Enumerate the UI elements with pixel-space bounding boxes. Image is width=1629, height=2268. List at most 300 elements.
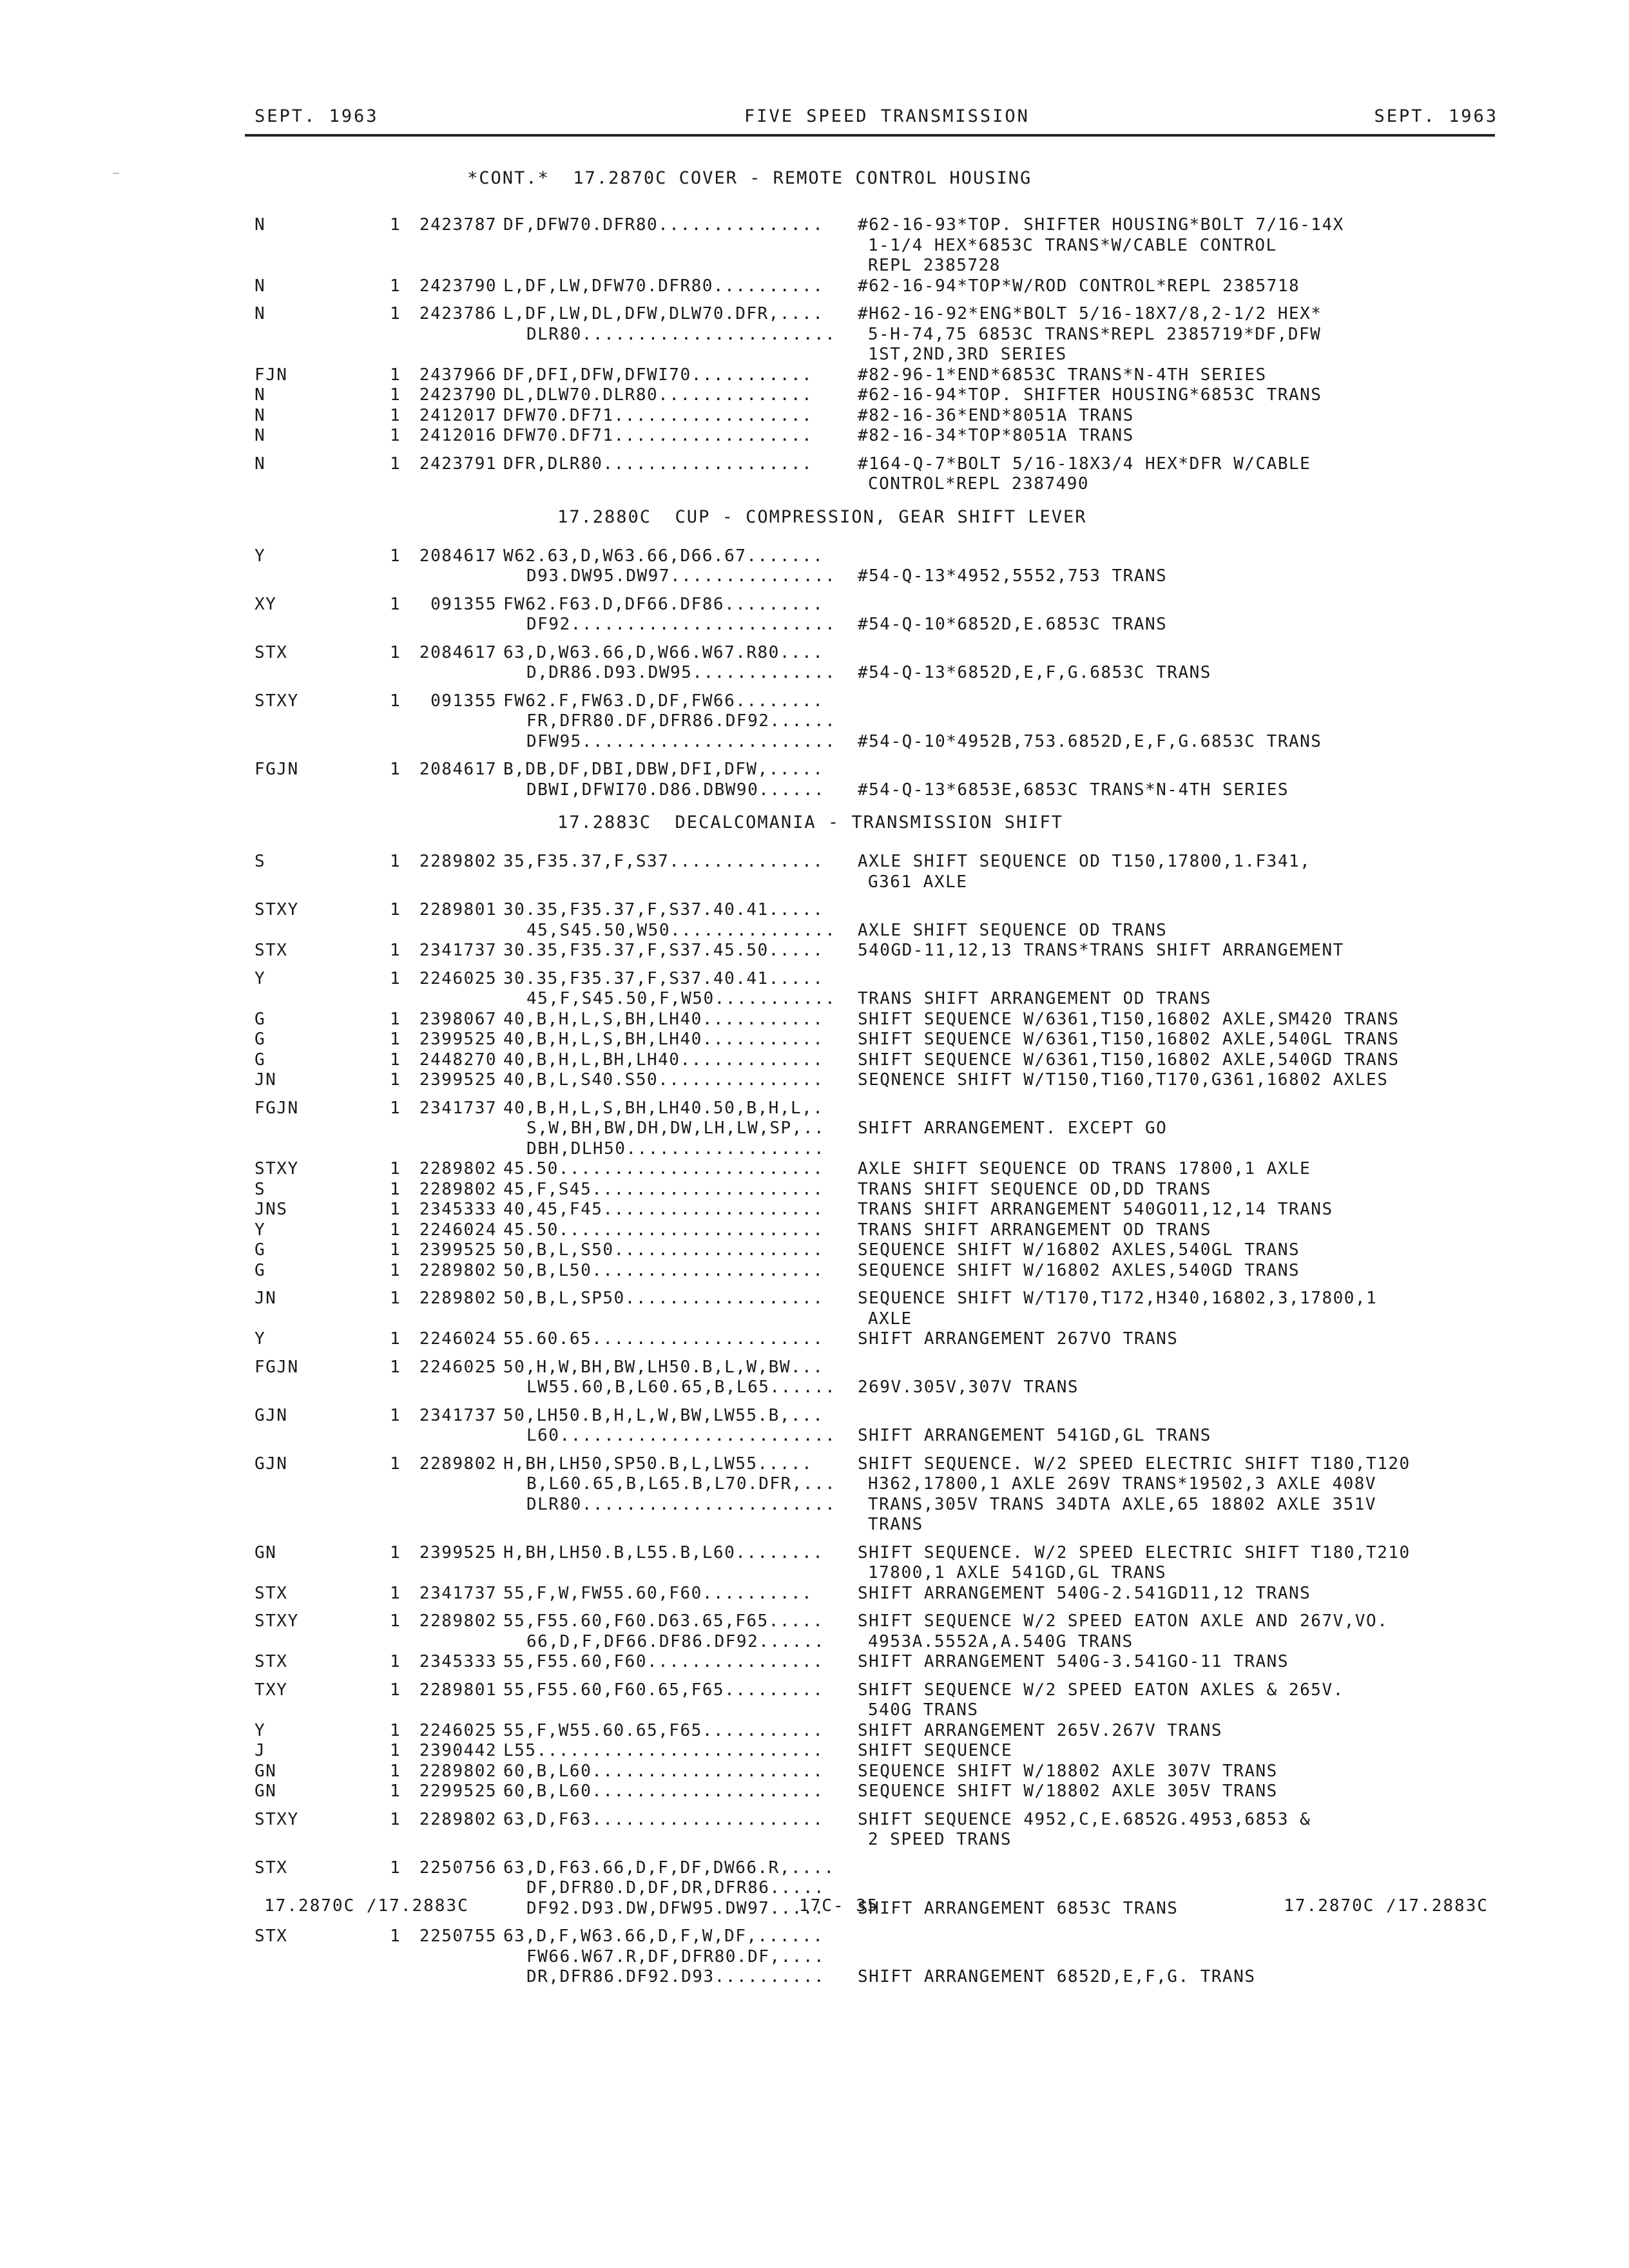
model-list bbox=[503, 1030, 858, 1050]
parts-entry bbox=[255, 546, 1498, 587]
description-line: SHIFT ARRANGEMENT 6852D,E,F,G. TRANS bbox=[858, 1967, 1256, 1986]
description-line: SEQNENCE SHIFT W/T150,T160,T170,G361,16802 AXLES bbox=[858, 1070, 1389, 1090]
page-number: 17C- 35 bbox=[799, 1896, 879, 1916]
model-list bbox=[503, 1070, 858, 1091]
part-description bbox=[858, 1680, 1476, 1721]
quantity: 1 bbox=[390, 1050, 401, 1070]
model-line: 55,F,W,FW55.60,F60.......... bbox=[503, 1583, 813, 1603]
model-list bbox=[503, 852, 858, 872]
parts-entry bbox=[255, 1762, 1498, 1782]
model-list bbox=[503, 1289, 858, 1309]
series-code: Y bbox=[255, 1329, 266, 1349]
series-code: N bbox=[255, 304, 266, 323]
description-line: H362,17800,1 AXLE 269V TRANS*19502,3 AXLE 408V bbox=[868, 1474, 1377, 1494]
part-description bbox=[858, 1358, 1476, 1398]
model-line: 40,45,F45.................... bbox=[503, 1200, 824, 1219]
part-description bbox=[858, 385, 1476, 406]
model-list bbox=[503, 1200, 858, 1220]
model-line: 50,H,W,BH,BW,LH50.B,L,W,BW... bbox=[503, 1357, 824, 1377]
model-line: 50,B,L,S50................... bbox=[503, 1240, 824, 1260]
model-line: 63,D,W63.66,D,W66.W67.R80.... bbox=[503, 642, 824, 662]
series-code: Y bbox=[255, 546, 266, 566]
description-line: #62-16-93*TOP. SHIFTER HOUSING*BOLT 7/16-14X bbox=[858, 215, 1344, 235]
part-description bbox=[858, 454, 1476, 495]
part-description bbox=[858, 691, 1476, 753]
part-description bbox=[858, 1741, 1476, 1762]
quantity: 1 bbox=[390, 1070, 401, 1090]
part-number: 2289802 bbox=[419, 1260, 497, 1280]
model-line: 30.35,F35.37,F,S37.40.41..... bbox=[503, 968, 824, 988]
description-line: 269V.305V,307V TRANS bbox=[858, 1378, 1079, 1397]
series-code: GN bbox=[255, 1542, 277, 1562]
model-line: DBWI,DFWI70.D86.DBW90...... bbox=[526, 780, 825, 800]
quantity: 1 bbox=[390, 1159, 401, 1178]
description-line: TRANS SHIFT SEQUENCE OD,DD TRANS bbox=[858, 1179, 1211, 1199]
parts-entry bbox=[255, 1099, 1498, 1160]
part-number: 2423791 bbox=[419, 454, 497, 474]
description-line: SHIFT ARRANGEMENT 267VO TRANS bbox=[858, 1329, 1179, 1349]
section-title: 17.2883C DECALCOMANIA - TRANSMISSION SHIFT bbox=[557, 812, 1063, 832]
quantity: 1 bbox=[390, 1741, 401, 1760]
model-line: D93.DW95.DW97............... bbox=[526, 566, 836, 586]
model-list bbox=[503, 1721, 858, 1742]
quantity: 1 bbox=[390, 968, 401, 988]
parts-entry bbox=[255, 276, 1498, 297]
part-description bbox=[858, 852, 1476, 892]
description-line: TRANS SHIFT ARRANGEMENT 540GO11,12,14 TRANS bbox=[858, 1200, 1333, 1219]
model-line: 45,S45.50,W50............... bbox=[526, 920, 836, 940]
model-line: DF,DFR80.D,DF,DR,DFR86..... bbox=[526, 1878, 825, 1898]
description-line: 4953A.5552A,A.540G TRANS bbox=[868, 1631, 1133, 1651]
model-line: 40,B,L,S40.S50............... bbox=[503, 1070, 824, 1090]
series-code: STX bbox=[255, 1927, 288, 1946]
part-number: 2246024 bbox=[419, 1329, 497, 1349]
part-number: 2084617 bbox=[419, 546, 497, 566]
model-list bbox=[503, 1240, 858, 1261]
model-line: L,DF,LW,DFW70.DFR80.......... bbox=[503, 276, 824, 296]
part-number: 2084617 bbox=[419, 642, 497, 662]
part-description bbox=[858, 1180, 1476, 1200]
description-line: TRANS SHIFT ARRANGEMENT OD TRANS bbox=[858, 989, 1211, 1008]
description-line bbox=[858, 1139, 1476, 1160]
description-line bbox=[858, 1878, 1476, 1899]
parts-entry bbox=[255, 1454, 1498, 1535]
part-description bbox=[858, 1611, 1476, 1652]
part-number: 2289802 bbox=[419, 1454, 497, 1474]
model-line: DLR80....................... bbox=[526, 324, 836, 344]
description-line: AXLE SHIFT SEQUENCE OD T150,17800,1.F341, bbox=[858, 852, 1311, 871]
model-line: DR,DFR86.DF92.D93.......... bbox=[526, 1967, 825, 1986]
series-code: STXY bbox=[255, 1809, 299, 1829]
quantity: 1 bbox=[390, 215, 401, 235]
description-line: SHIFT SEQUENCE 4952,C,E.6852G.4953,6853 & bbox=[858, 1809, 1311, 1829]
description-line: AXLE SHIFT SEQUENCE OD TRANS bbox=[858, 920, 1168, 940]
model-list bbox=[503, 1099, 858, 1160]
series-code: FGJN bbox=[255, 760, 299, 779]
description-line: SHIFT SEQUENCE W/2 SPEED EATON AXLE AND 267V,VO. bbox=[858, 1611, 1389, 1631]
description-line bbox=[858, 1858, 1476, 1879]
quantity: 1 bbox=[390, 1240, 401, 1260]
description-line: SEQUENCE SHIFT W/18802 AXLE 305V TRANS bbox=[858, 1782, 1278, 1801]
description-line bbox=[858, 546, 1476, 567]
parts-entry bbox=[255, 454, 1498, 495]
model-line: 45,F,S45.50,F,W50........... bbox=[526, 989, 836, 1008]
model-list bbox=[503, 1584, 858, 1604]
part-number: 2250755 bbox=[419, 1927, 497, 1946]
part-description bbox=[858, 1721, 1476, 1742]
quantity: 1 bbox=[390, 1454, 401, 1474]
part-description bbox=[858, 1782, 1476, 1802]
description-line bbox=[858, 643, 1476, 664]
parts-entry bbox=[255, 1180, 1498, 1200]
model-line: L60......................... bbox=[526, 1426, 836, 1445]
description-line bbox=[858, 969, 1476, 990]
description-line: 540GD-11,12,13 TRANS*TRANS SHIFT ARRANGEMENT bbox=[858, 941, 1344, 960]
series-code: STXY bbox=[255, 691, 299, 711]
part-number: 2341737 bbox=[419, 1583, 497, 1603]
model-line: D,DR86.D93.DW95............. bbox=[526, 663, 836, 682]
part-number: 2289802 bbox=[419, 1761, 497, 1781]
description-line: #54-Q-10*4952B,753.6852D,E,F,G.6853C TRANS bbox=[858, 731, 1322, 751]
quantity: 1 bbox=[390, 304, 401, 323]
series-code: G bbox=[255, 1030, 266, 1049]
parts-entry bbox=[255, 365, 1498, 386]
part-number: 2299525 bbox=[419, 1782, 497, 1801]
model-line: 40,B,H,L,S,BH,LH40.50,B,H,L,. bbox=[503, 1098, 824, 1118]
footer-range-right: 17.2870C /17.2883C bbox=[1284, 1896, 1489, 1916]
model-line: B,L60.65,B,L65.B,L70.DFR,... bbox=[526, 1474, 836, 1494]
model-line: 30.35,F35.37,F,S37.45.50..... bbox=[503, 941, 824, 960]
part-number: 2423787 bbox=[419, 215, 497, 235]
part-number: 2289802 bbox=[419, 852, 497, 871]
scan-mark bbox=[113, 173, 119, 174]
part-number: 2289802 bbox=[419, 1179, 497, 1199]
part-number: 2246025 bbox=[419, 1720, 497, 1740]
parts-entry bbox=[255, 304, 1498, 365]
quantity: 1 bbox=[390, 1680, 401, 1700]
part-number: 2341737 bbox=[419, 1405, 497, 1425]
series-code: G bbox=[255, 1240, 266, 1260]
description-line: 540G TRANS bbox=[868, 1700, 979, 1720]
description-line: SHIFT ARRANGEMENT 6853C TRANS bbox=[858, 1898, 1179, 1918]
quantity: 1 bbox=[390, 1179, 401, 1199]
model-list bbox=[503, 406, 858, 427]
part-number: 2246025 bbox=[419, 968, 497, 988]
quantity: 1 bbox=[390, 760, 401, 779]
parts-entry bbox=[255, 1406, 1498, 1446]
series-code: FGJN bbox=[255, 1098, 299, 1118]
description-line bbox=[858, 1406, 1476, 1427]
part-description bbox=[858, 365, 1476, 386]
series-code: Y bbox=[255, 968, 266, 988]
description-line: SHIFT SEQUENCE. W/2 SPEED ELECTRIC SHIFT T180,T210 bbox=[858, 1542, 1411, 1562]
series-code: STX bbox=[255, 1583, 288, 1603]
series-code: S bbox=[255, 852, 266, 871]
model-list bbox=[503, 760, 858, 800]
description-line bbox=[858, 711, 1476, 732]
parts-entry bbox=[255, 691, 1498, 753]
part-number: 2437966 bbox=[419, 365, 497, 385]
model-line: 45.50........................ bbox=[503, 1220, 824, 1240]
parts-entry bbox=[255, 1358, 1498, 1398]
model-line: 50,B,L,SP50.................. bbox=[503, 1289, 824, 1308]
series-code: GN bbox=[255, 1761, 277, 1781]
quantity: 1 bbox=[390, 1611, 401, 1631]
parts-entry bbox=[255, 1220, 1498, 1241]
parts-entry bbox=[255, 406, 1498, 427]
model-line: DFW70.DF71.................. bbox=[503, 405, 813, 425]
model-list bbox=[503, 454, 858, 475]
model-line: FR,DFR80.DF,DFR86.DF92...... bbox=[526, 711, 836, 731]
series-code: STX bbox=[255, 1652, 288, 1671]
model-list bbox=[503, 1180, 858, 1200]
quantity: 1 bbox=[390, 1030, 401, 1049]
quantity: 1 bbox=[390, 691, 401, 711]
quantity: 1 bbox=[390, 405, 401, 425]
model-line: H,BH,LH50.B,L55.B,L60........ bbox=[503, 1542, 824, 1562]
model-list bbox=[503, 1927, 858, 1988]
part-description bbox=[858, 1584, 1476, 1604]
parts-entry bbox=[255, 595, 1498, 635]
part-description bbox=[858, 1261, 1476, 1282]
part-description bbox=[858, 1050, 1476, 1071]
description-line: #54-Q-13*4952,5552,753 TRANS bbox=[858, 566, 1168, 586]
part-description bbox=[858, 1543, 1476, 1584]
description-line: 1ST,2ND,3RD SERIES bbox=[868, 345, 1067, 364]
part-number: 2341737 bbox=[419, 1098, 497, 1118]
part-description bbox=[858, 969, 1476, 1010]
model-line: 40,B,H,L,S,BH,LH40........... bbox=[503, 1030, 824, 1049]
part-description bbox=[858, 900, 1476, 941]
model-list bbox=[503, 1454, 858, 1515]
parts-entry bbox=[255, 941, 1498, 961]
part-number: 2345333 bbox=[419, 1200, 497, 1219]
description-line: SHIFT ARRANGEMENT 265V.267V TRANS bbox=[858, 1720, 1223, 1740]
model-list bbox=[503, 426, 858, 447]
parts-entry bbox=[255, 1200, 1498, 1220]
description-line: #82-16-34*TOP*8051A TRANS bbox=[858, 426, 1134, 445]
series-code: N bbox=[255, 385, 266, 405]
description-line bbox=[858, 900, 1476, 921]
section-title: 17.2880C CUP - COMPRESSION, GEAR SHIFT LEVER bbox=[557, 506, 1087, 527]
series-code: FJN bbox=[255, 365, 288, 385]
model-list bbox=[503, 595, 858, 635]
series-code: N bbox=[255, 454, 266, 474]
series-code: JN bbox=[255, 1070, 277, 1090]
model-list bbox=[503, 1010, 858, 1030]
series-code: G bbox=[255, 1009, 266, 1029]
quantity: 1 bbox=[390, 1583, 401, 1603]
header-date-right: SEPT. 1963 bbox=[1374, 106, 1498, 126]
parts-entry bbox=[255, 1070, 1498, 1091]
quantity: 1 bbox=[390, 900, 401, 919]
part-description bbox=[858, 1240, 1476, 1261]
parts-entry bbox=[255, 385, 1498, 406]
model-line: 60,B,L60..................... bbox=[503, 1782, 824, 1801]
part-number: 2398067 bbox=[419, 1009, 497, 1029]
model-list bbox=[503, 365, 858, 386]
model-line: DF,DFW70.DFR80............... bbox=[503, 215, 824, 235]
description-line: TRANS SHIFT ARRANGEMENT OD TRANS bbox=[858, 1220, 1211, 1240]
description-line: REPL 2385728 bbox=[868, 256, 1001, 275]
series-code: STX bbox=[255, 1858, 288, 1878]
model-list bbox=[503, 1741, 858, 1762]
parts-entry bbox=[255, 900, 1498, 941]
model-list bbox=[503, 304, 858, 345]
quantity: 1 bbox=[390, 1009, 401, 1029]
model-line: DL,DLW70.DLR80.............. bbox=[503, 385, 813, 405]
description-line: #82-16-36*END*8051A TRANS bbox=[858, 405, 1134, 425]
part-number: 2399525 bbox=[419, 1070, 497, 1090]
model-list bbox=[503, 1406, 858, 1446]
description-line: SEQUENCE SHIFT W/T170,T172,H340,16802,3,17800,1 bbox=[858, 1289, 1378, 1308]
part-description bbox=[858, 1329, 1476, 1350]
quantity: 1 bbox=[390, 852, 401, 871]
parts-entry bbox=[255, 1584, 1498, 1604]
model-line: 50,LH50.B,H,L,W,BW,LW55.B,... bbox=[503, 1405, 824, 1425]
model-line: DLR80....................... bbox=[526, 1494, 836, 1514]
part-description bbox=[858, 276, 1476, 297]
model-list bbox=[503, 1810, 858, 1831]
parts-entry bbox=[255, 1240, 1498, 1261]
series-code: JN bbox=[255, 1289, 277, 1308]
part-description bbox=[858, 1159, 1476, 1180]
model-line: 45,F,S45..................... bbox=[503, 1179, 824, 1199]
model-list bbox=[503, 941, 858, 961]
series-code: N bbox=[255, 215, 266, 235]
description-line bbox=[858, 691, 1476, 712]
description-line: SHIFT ARRANGEMENT 540G-3.541GO-11 TRANS bbox=[858, 1652, 1289, 1671]
part-description bbox=[858, 1927, 1476, 1988]
quantity: 1 bbox=[390, 642, 401, 662]
parts-entry bbox=[255, 426, 1498, 447]
quantity: 1 bbox=[390, 276, 401, 296]
model-line: DF92........................ bbox=[526, 615, 836, 634]
series-code: N bbox=[255, 276, 266, 296]
part-description bbox=[858, 1220, 1476, 1241]
model-line: DBH,DLH50.................. bbox=[526, 1139, 825, 1158]
part-number: 2289801 bbox=[419, 900, 497, 919]
model-line: 50,B,L50..................... bbox=[503, 1260, 824, 1280]
model-list bbox=[503, 1159, 858, 1180]
part-description bbox=[858, 215, 1476, 276]
series-code: J bbox=[255, 1741, 266, 1760]
model-line: 55,F,W55.60.65,F65........... bbox=[503, 1720, 824, 1740]
model-line: W62.63,D,W63.66,D66.67....... bbox=[503, 546, 824, 566]
part-number: 2399525 bbox=[419, 1240, 497, 1260]
parts-entry bbox=[255, 852, 1498, 892]
part-number: 2246024 bbox=[419, 1220, 497, 1240]
section-title: *CONT.* 17.2870C COVER - REMOTE CONTROL HOUSING bbox=[467, 168, 1032, 188]
model-list bbox=[503, 1652, 858, 1673]
model-line: 63,D,F63.66,D,F,DF,DW66.R,.... bbox=[503, 1858, 835, 1878]
quantity: 1 bbox=[390, 1858, 401, 1878]
quantity: 1 bbox=[390, 1809, 401, 1829]
parts-entry bbox=[255, 760, 1498, 800]
model-list bbox=[503, 1782, 858, 1802]
series-code: Y bbox=[255, 1220, 266, 1240]
description-line bbox=[858, 1358, 1476, 1378]
part-number: 2289802 bbox=[419, 1159, 497, 1178]
part-description bbox=[858, 406, 1476, 427]
part-description bbox=[858, 595, 1476, 635]
model-line: 60,B,L60..................... bbox=[503, 1761, 824, 1781]
model-list bbox=[503, 385, 858, 406]
quantity: 1 bbox=[390, 1405, 401, 1425]
model-list bbox=[503, 643, 858, 684]
part-description bbox=[858, 1289, 1476, 1329]
description-line: TRANS,305V TRANS 34DTA AXLE,65 18802 AXLE 351V bbox=[868, 1494, 1377, 1514]
model-list bbox=[503, 1261, 858, 1282]
parts-entry bbox=[255, 1741, 1498, 1762]
part-description bbox=[858, 1030, 1476, 1050]
part-description bbox=[858, 304, 1476, 365]
description-line: SHIFT SEQUENCE W/6361,T150,16802 AXLE,SM420 TRANS bbox=[858, 1009, 1400, 1029]
model-list bbox=[503, 1611, 858, 1652]
header-date-left: SEPT. 1963 bbox=[255, 106, 379, 126]
model-list bbox=[503, 969, 858, 1010]
description-line: SHIFT SEQUENCE. W/2 SPEED ELECTRIC SHIFT T180,T120 bbox=[858, 1454, 1411, 1474]
quantity: 1 bbox=[390, 1927, 401, 1946]
description-line bbox=[858, 760, 1476, 780]
parts-entry bbox=[255, 1289, 1498, 1329]
footer-range-left: 17.2870C /17.2883C bbox=[264, 1896, 469, 1916]
description-line: 17800,1 AXLE 541GD,GL TRANS bbox=[868, 1563, 1167, 1582]
parts-entry bbox=[255, 1721, 1498, 1742]
series-code: N bbox=[255, 405, 266, 425]
description-line: G361 AXLE bbox=[868, 872, 968, 892]
parts-entry bbox=[255, 1782, 1498, 1802]
series-code: GJN bbox=[255, 1405, 288, 1425]
part-description bbox=[858, 1200, 1476, 1220]
quantity: 1 bbox=[390, 365, 401, 385]
part-number: 2289801 bbox=[419, 1680, 497, 1700]
part-description bbox=[858, 426, 1476, 447]
quantity: 1 bbox=[390, 1289, 401, 1308]
series-code: STXY bbox=[255, 900, 299, 919]
series-code: STXY bbox=[255, 1611, 299, 1631]
quantity: 1 bbox=[390, 426, 401, 445]
description-line bbox=[858, 595, 1476, 615]
model-list bbox=[503, 1680, 858, 1701]
model-line: DF92.D93.DW,DFW95.DW97..... bbox=[526, 1898, 825, 1918]
series-code: Y bbox=[255, 1720, 266, 1740]
quantity: 1 bbox=[390, 385, 401, 405]
description-line: SHIFT SEQUENCE W/2 SPEED EATON AXLES & 265V. bbox=[858, 1680, 1344, 1700]
description-line: SHIFT SEQUENCE bbox=[858, 1741, 1013, 1760]
description-line: AXLE SHIFT SEQUENCE OD TRANS 17800,1 AXLE bbox=[858, 1159, 1311, 1178]
description-line: #62-16-94*TOP*W/ROD CONTROL*REPL 2385718 bbox=[858, 276, 1300, 296]
quantity: 1 bbox=[390, 1260, 401, 1280]
part-description bbox=[858, 1652, 1476, 1673]
series-code: GN bbox=[255, 1782, 277, 1801]
series-code: N bbox=[255, 426, 266, 445]
part-description bbox=[858, 1454, 1476, 1535]
part-number: 091355 bbox=[430, 691, 497, 711]
part-number: 2246025 bbox=[419, 1357, 497, 1377]
model-line: FW62.F63.D,DF66.DF86......... bbox=[503, 594, 824, 614]
part-number: 2423790 bbox=[419, 276, 497, 296]
quantity: 1 bbox=[390, 454, 401, 474]
model-line: 40,B,H,L,BH,LH40............. bbox=[503, 1050, 824, 1070]
quantity: 1 bbox=[390, 594, 401, 614]
model-line: 63,D,F,W63.66,D,F,W,DF,...... bbox=[503, 1927, 824, 1946]
parts-entry bbox=[255, 1611, 1498, 1652]
series-code: STX bbox=[255, 941, 288, 960]
quantity: 1 bbox=[390, 1761, 401, 1781]
description-line: 2 SPEED TRANS bbox=[868, 1830, 1012, 1849]
quantity: 1 bbox=[390, 1329, 401, 1349]
